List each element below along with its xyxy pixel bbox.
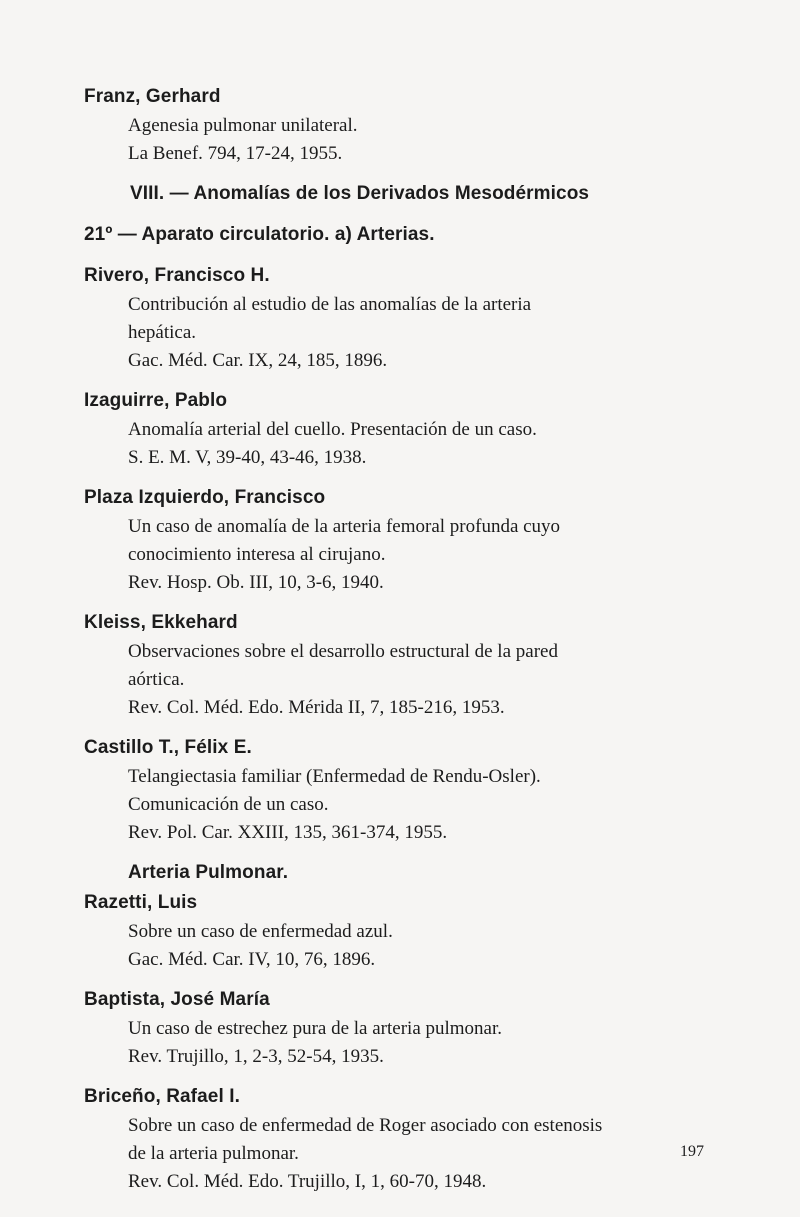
entries-arterias xyxy=(84,261,724,847)
bibliography-entry xyxy=(84,1082,724,1196)
bibliography-entry xyxy=(84,733,724,847)
document-page xyxy=(84,82,724,1207)
entry-author: Plaza Izquierdo, Francisco xyxy=(84,487,326,508)
entry-line: Rev. Pol. Car. XXIII, 135, 361-374, 1955. xyxy=(128,822,448,843)
entry-author: Castillo T., Félix E. xyxy=(84,737,252,758)
entry-line: Gac. Méd. Car. IX, 24, 185, 1896. xyxy=(128,350,388,371)
entry-line: Agenesia pulmonar unilateral. xyxy=(128,115,358,136)
bibliography-entry xyxy=(84,82,724,168)
entry-line: Contribución al estudio de las anomalías de la arteria xyxy=(128,294,532,315)
entry-line: aórtica. xyxy=(128,669,185,690)
bibliography-entry xyxy=(84,608,724,722)
entry-line: Gac. Méd. Car. IV, 10, 76, 1896. xyxy=(128,949,376,970)
entry-line: Un caso de estrechez pura de la arteria pulmonar. xyxy=(128,1018,503,1039)
bibliography-entry xyxy=(84,261,724,375)
entry-line: Sobre un caso de enfermedad azul. xyxy=(128,921,393,942)
entry-line: Observaciones sobre el desarrollo estructural de la pared xyxy=(128,641,558,662)
entry-line: conocimiento interesa al cirujano. xyxy=(128,544,386,565)
section-heading: VIII. — Anomalías de los Derivados Mesodérmicos xyxy=(130,183,590,204)
entry-author: Kleiss, Ekkehard xyxy=(84,612,238,633)
entries-top xyxy=(84,82,724,168)
entry-line: Rev. Col. Méd. Edo. Trujillo, I, 1, 60-70, 1948. xyxy=(128,1171,487,1192)
bibliography-entry xyxy=(84,483,724,597)
entry-author: Baptista, José María xyxy=(84,989,270,1010)
entry-line: Rev. Trujillo, 1, 2-3, 52-54, 1935. xyxy=(128,1046,384,1067)
entries-pulmonar xyxy=(84,888,724,1196)
entry-line: hepática. xyxy=(128,322,197,343)
entry-line: Rev. Hosp. Ob. III, 10, 3-6, 1940. xyxy=(128,572,384,593)
bibliography-entry xyxy=(84,386,724,472)
entry-author: Briceño, Rafael I. xyxy=(84,1086,240,1107)
entry-line: S. E. M. V, 39-40, 43-46, 1938. xyxy=(128,447,367,468)
entry-author: Rivero, Francisco H. xyxy=(84,265,270,286)
entry-line: La Benef. 794, 17-24, 1955. xyxy=(128,143,343,164)
bibliography-entry xyxy=(84,888,724,974)
entry-line: de la arteria pulmonar. xyxy=(128,1143,299,1164)
entry-line: Comunicación de un caso. xyxy=(128,794,329,815)
subsection-heading: 21º — Aparato circulatorio. a) Arterias. xyxy=(84,224,435,245)
entry-line: Telangiectasia familiar (Enfermedad de Rendu-Osler). xyxy=(128,766,541,787)
entry-author: Razetti, Luis xyxy=(84,892,198,913)
entry-author: Franz, Gerhard xyxy=(84,86,221,107)
bibliography-entry xyxy=(84,985,724,1071)
entry-line: Sobre un caso de enfermedad de Roger asociado con estenosis xyxy=(128,1115,603,1136)
entry-line: Anomalía arterial del cuello. Presentación de un caso. xyxy=(128,419,537,440)
entry-author: Izaguirre, Pablo xyxy=(84,390,228,411)
pulmonar-heading: Arteria Pulmonar. xyxy=(128,862,289,883)
page-number: 197 xyxy=(680,1143,704,1160)
entry-line: Un caso de anomalía de la arteria femoral profunda cuyo xyxy=(128,516,561,537)
entry-line: Rev. Col. Méd. Edo. Mérida II, 7, 185-216, 1953. xyxy=(128,697,505,718)
